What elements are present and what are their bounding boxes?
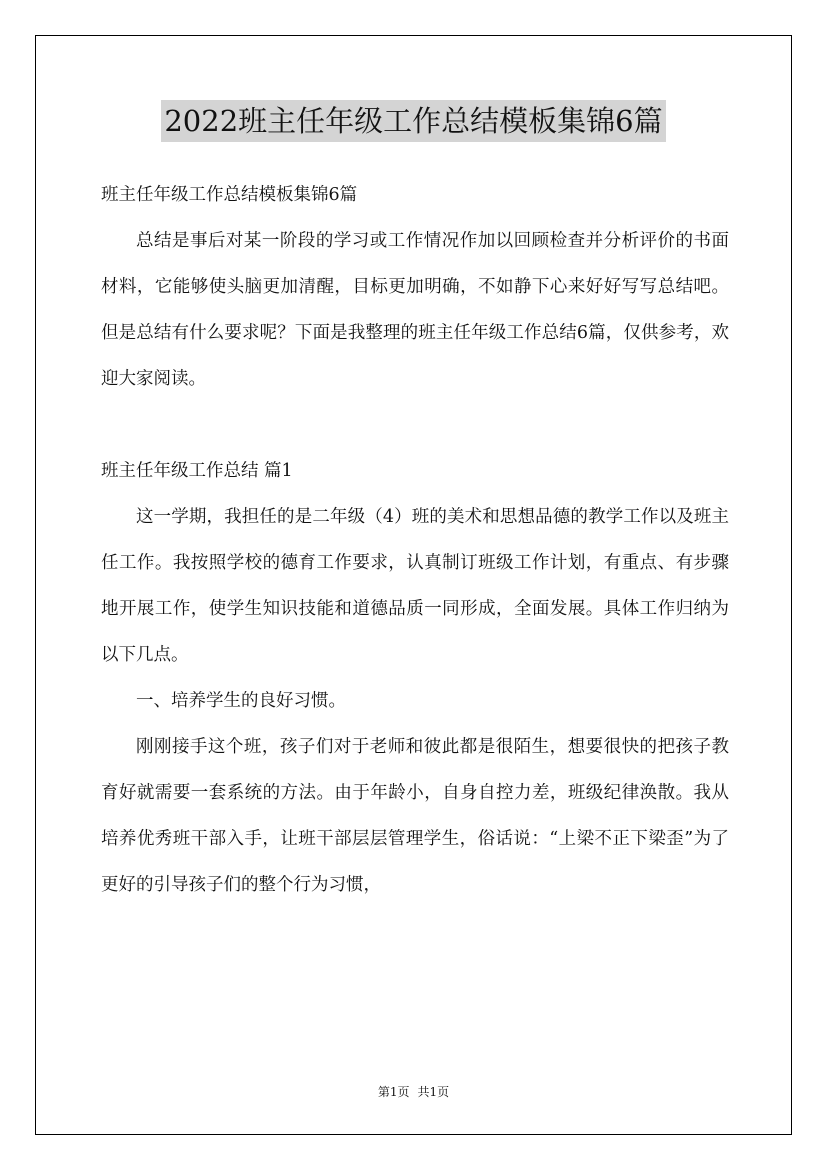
blank-line <box>101 402 729 448</box>
subtitle: 班主任年级工作总结模板集锦6篇 <box>101 185 358 205</box>
page-footer <box>0 1084 827 1100</box>
body-paragraph: 刚刚接手这个班，孩子们对于老师和彼此都是很陌生，想要很快的把孩子教育好就需要一套系统的方法。由于年龄小，自身自控力差，班级纪律涣散。我从培养优秀班干部入手，让班干部层层管理学生，俗话说：“上梁不正下梁歪”为了更好的引导孩子们的整个行为习惯， <box>101 737 729 895</box>
document-title: 2022班主任年级工作总结模板集锦6篇 <box>161 100 665 142</box>
point-heading: 一、培养学生的良好习惯。 <box>136 691 346 711</box>
page-total: 共1页 <box>417 1085 450 1099</box>
page-number: 第1页 <box>377 1085 410 1099</box>
section-heading: 班主任年级工作总结 篇1 <box>101 461 293 481</box>
title-container <box>0 100 827 142</box>
document-body <box>101 172 729 908</box>
body-paragraph: 这一学期，我担任的是二年级（4）班的美术和思想品德的教学工作以及班主任工作。我按照学校的德育工作要求，认真制订班级工作计划，有重点、有步骤地开展工作，使学生知识技能和道德品质一同形成，全面发展。具体工作归纳为以下几点。 <box>101 507 729 665</box>
intro-paragraph: 总结是事后对某一阶段的学习或工作情况作加以回顾检查并分析评价的书面材料，它能够使头脑更加清醒，目标更加明确，不如静下心来好好写写总结吧。但是总结有什么要求呢？下面是我整理的班主任年级工作总结6篇，仅供参考，欢迎大家阅读。 <box>101 231 729 389</box>
